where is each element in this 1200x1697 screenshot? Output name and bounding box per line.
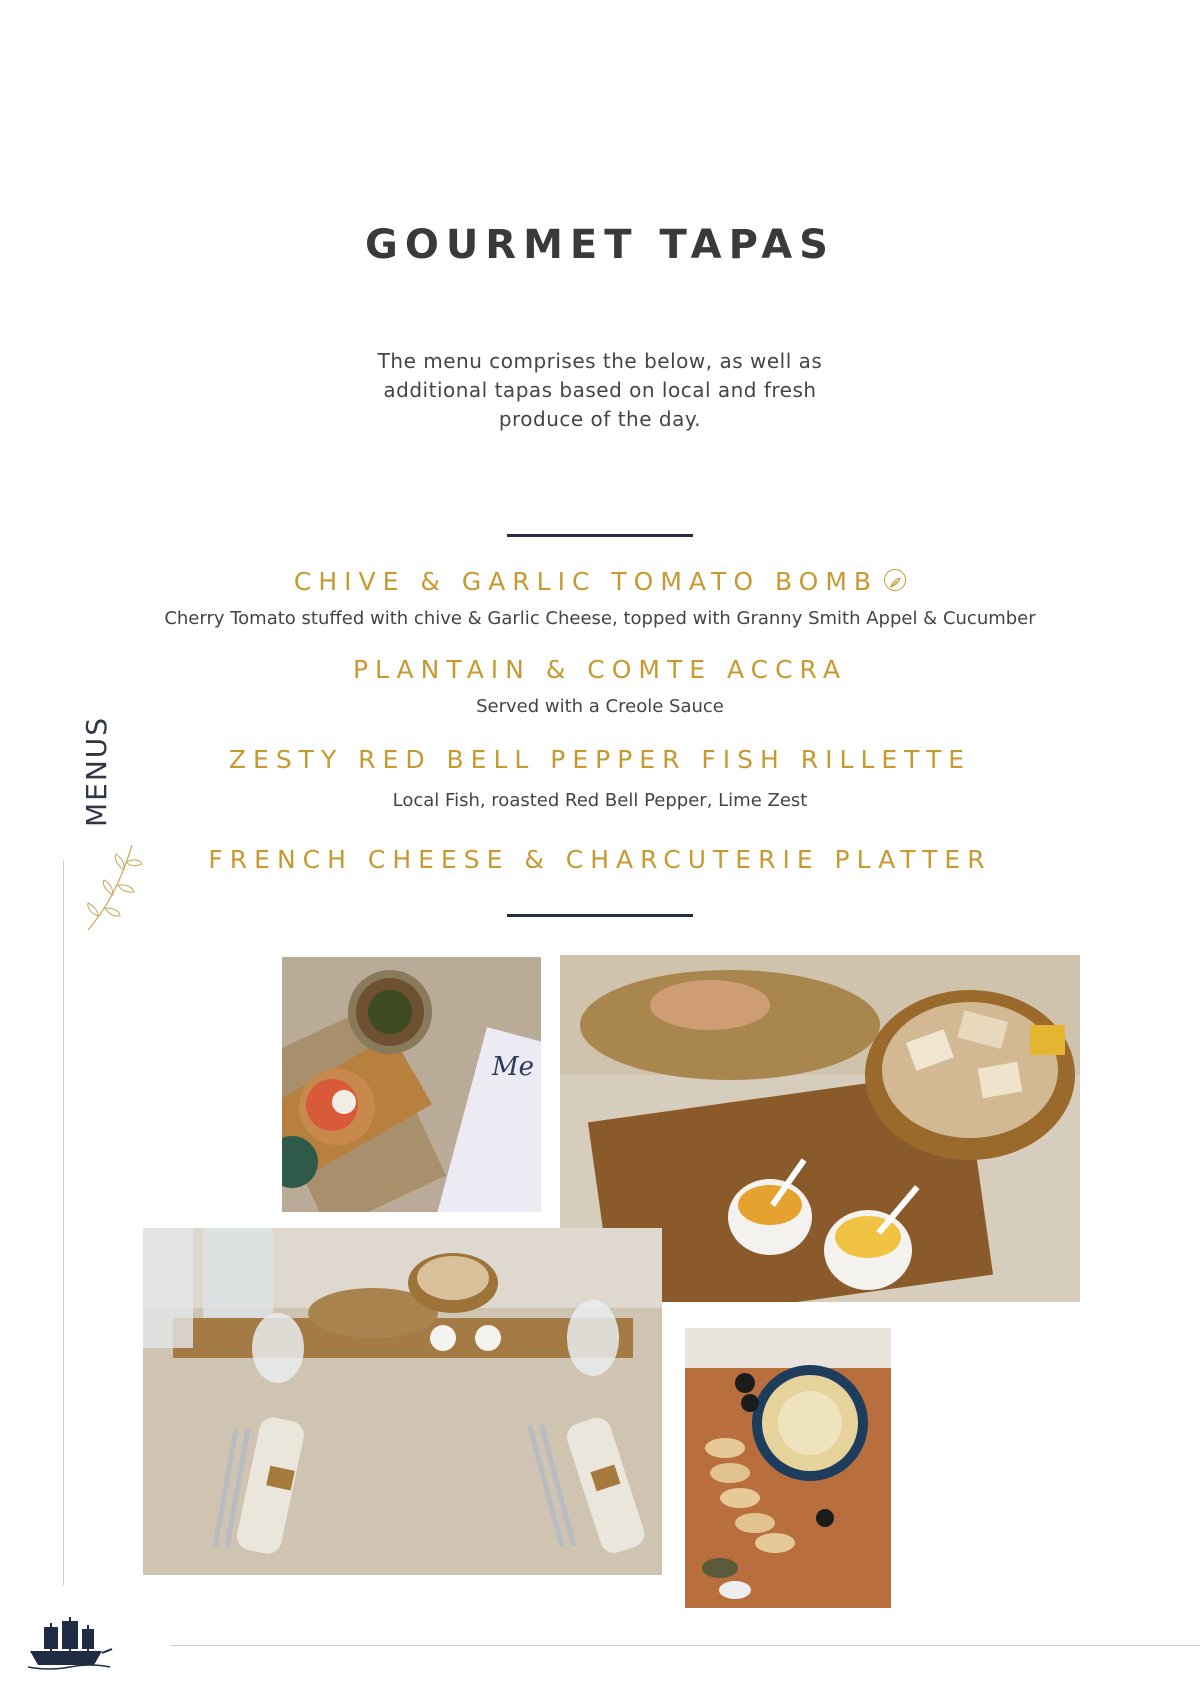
- vegetarian-icon: [884, 569, 906, 591]
- tapas-and-menu-card-photo: [282, 957, 541, 1212]
- dish-name-4: FRENCH CHEESE & CHARCUTERIE PLATTER: [208, 845, 992, 874]
- dish-description-1: Cherry Tomato stuffed with chive & Garlic Cheese, topped with Granny Smith Appel & Cucumber: [164, 608, 1036, 629]
- ship-logo-icon: [24, 1617, 114, 1676]
- table-setting-photo: [143, 1228, 662, 1575]
- menu-intro: The menu comprises the below, as well as additional tapas based on local and fresh produce of the day.: [377, 349, 823, 431]
- svg-text:Me: Me: [492, 1052, 535, 1082]
- dish-name-1: [0, 567, 1200, 596]
- page-title: GOURMET TAPAS: [364, 222, 835, 268]
- dish-description-2: Served with a Creole Sauce: [476, 696, 724, 717]
- bottom-divider: [507, 914, 693, 917]
- dish-name-2: PLANTAIN & COMTE ACCRA: [352, 655, 848, 684]
- dish-description-3: Local Fish, roasted Red Bell Pepper, Lime Zest: [392, 790, 808, 811]
- top-divider: [507, 534, 693, 537]
- section-label: MENUS: [80, 715, 113, 827]
- footer-line: [170, 1645, 1200, 1646]
- baked-cheese-platter-photo: [685, 1328, 891, 1608]
- olive-branch-icon: [80, 840, 150, 939]
- dish-name-1-text: CHIVE & GARLIC TOMATO BOMB: [293, 567, 879, 596]
- dish-name-3: ZESTY RED BELL PEPPER FISH RILLETTE: [228, 745, 972, 774]
- side-vertical-line: [63, 860, 64, 1585]
